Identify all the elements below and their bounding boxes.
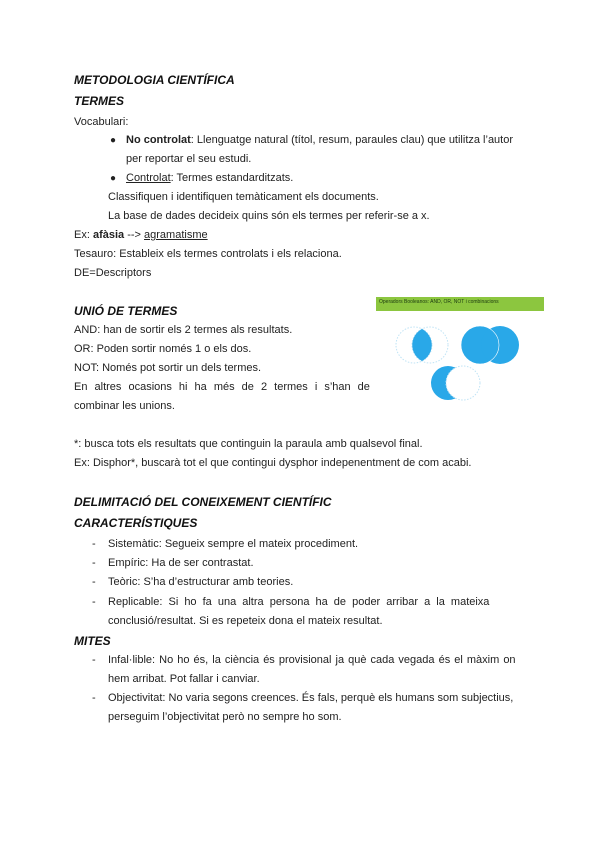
ex-afasia: afàsia <box>92 229 125 241</box>
no-controlat-line <box>126 134 513 146</box>
vocab-label: Vocabulari: <box>74 116 129 128</box>
venn-not-right <box>446 366 480 400</box>
controlat-term: Controlat <box>126 172 171 184</box>
venn-or-right <box>481 326 519 364</box>
example-line <box>74 229 208 241</box>
no-controlat-term: No controlat <box>126 134 191 146</box>
controlat-text: : Termes estandarditzats. <box>170 172 294 184</box>
list-dash: - <box>92 654 96 666</box>
base-line: La base de dades decideix quins són els termes per referir-se a x. <box>108 210 430 222</box>
list-dash: - <box>92 576 96 588</box>
controlat-line <box>126 172 293 184</box>
section-heading-unio: UNIÓ DE TERMES <box>74 304 178 318</box>
altres-line-2: combinar les unions. <box>74 400 175 412</box>
list-dash: - <box>92 596 96 608</box>
ex-agramatisme: agramatisme <box>144 229 208 241</box>
and-line: AND: han de sortir els 2 termes als resultats. <box>74 324 293 336</box>
disphor-example-line: Ex: Disphor*, buscarà tot el que contingui dysphor indepenentment de com acabi. <box>74 457 472 469</box>
no-controlat-line-2: per reportar el seu estudi. <box>126 153 252 165</box>
ex-prefix: Ex: <box>74 229 93 241</box>
objectivitat-line-1: Objectivitat: No varia segons creences. És fals, perquè els humans som subjectius, <box>108 692 514 704</box>
no-controlat-text: : Llenguatge natural (títol, resum, paraules clau) que utilitza l’autor <box>190 134 514 146</box>
list-item: Sistemàtic: Segueix sempre el mateix procediment. <box>108 538 359 550</box>
altres-line-1: En altres ocasions hi ha més de 2 termes i s’han de <box>74 381 370 393</box>
infallible-line-1: Infal·lible: No ho és, la ciència és provisional ja què cada vegada és el màxim on <box>108 654 516 666</box>
replicable-line-2: conclusió/resultat. Si es repeteix dona el mateix resultat. <box>108 615 383 627</box>
ex-arrow: --> <box>124 229 145 241</box>
descriptors-line: DE=Descriptors <box>74 267 152 279</box>
document-title: METODOLOGIA CIENTÍFICA <box>74 73 235 87</box>
subheading-caracteristiques: CARACTERÍSTIQUES <box>74 516 198 530</box>
list-dash: - <box>92 692 96 704</box>
classifiquen-line: Classifiquen i identifiquen temàticament els documents. <box>108 191 379 203</box>
or-line: OR: Poden sortir només 1 o els dos. <box>74 343 252 355</box>
section-heading-termes: TERMES <box>74 94 125 108</box>
section-heading-delimitacio: DELIMITACIÓ DEL CONEIXEMENT CIENTÍFIC <box>74 495 332 509</box>
boolean-venn-figure <box>376 297 544 409</box>
replicable-line-1: Replicable: Si ho fa una altra persona ha de poder arribar a la mateixa <box>108 596 490 608</box>
not-line: NOT: Només pot sortir un dels termes. <box>74 362 262 374</box>
list-dash: - <box>92 538 96 550</box>
bullet-dot: ● <box>110 173 117 184</box>
objectivitat-line-2: perseguim l’objectivitat però no sempre ho som. <box>108 711 342 723</box>
section-heading-mites: MITES <box>74 634 111 648</box>
tesauro-line: Tesauro: Estableix els termes controlats i els relaciona. <box>74 248 342 260</box>
venn-and-intersection <box>412 329 432 361</box>
venn-banner-text: Operadors Booleanos: AND, OR, NOT i combinacions <box>379 299 499 305</box>
list-dash: - <box>92 557 96 569</box>
asterisk-line: *: busca tots els resultats que continguin la paraula amb qualsevol final. <box>74 438 423 450</box>
venn-diagram <box>376 297 544 409</box>
infallible-line-2: hem arribat. Pot fallar i canviar. <box>108 673 260 685</box>
list-item: Empíric: Ha de ser contrastat. <box>108 557 254 569</box>
list-item: Teòric: S’ha d’estructurar amb teories. <box>108 576 294 588</box>
bullet-dot: ● <box>110 135 117 146</box>
